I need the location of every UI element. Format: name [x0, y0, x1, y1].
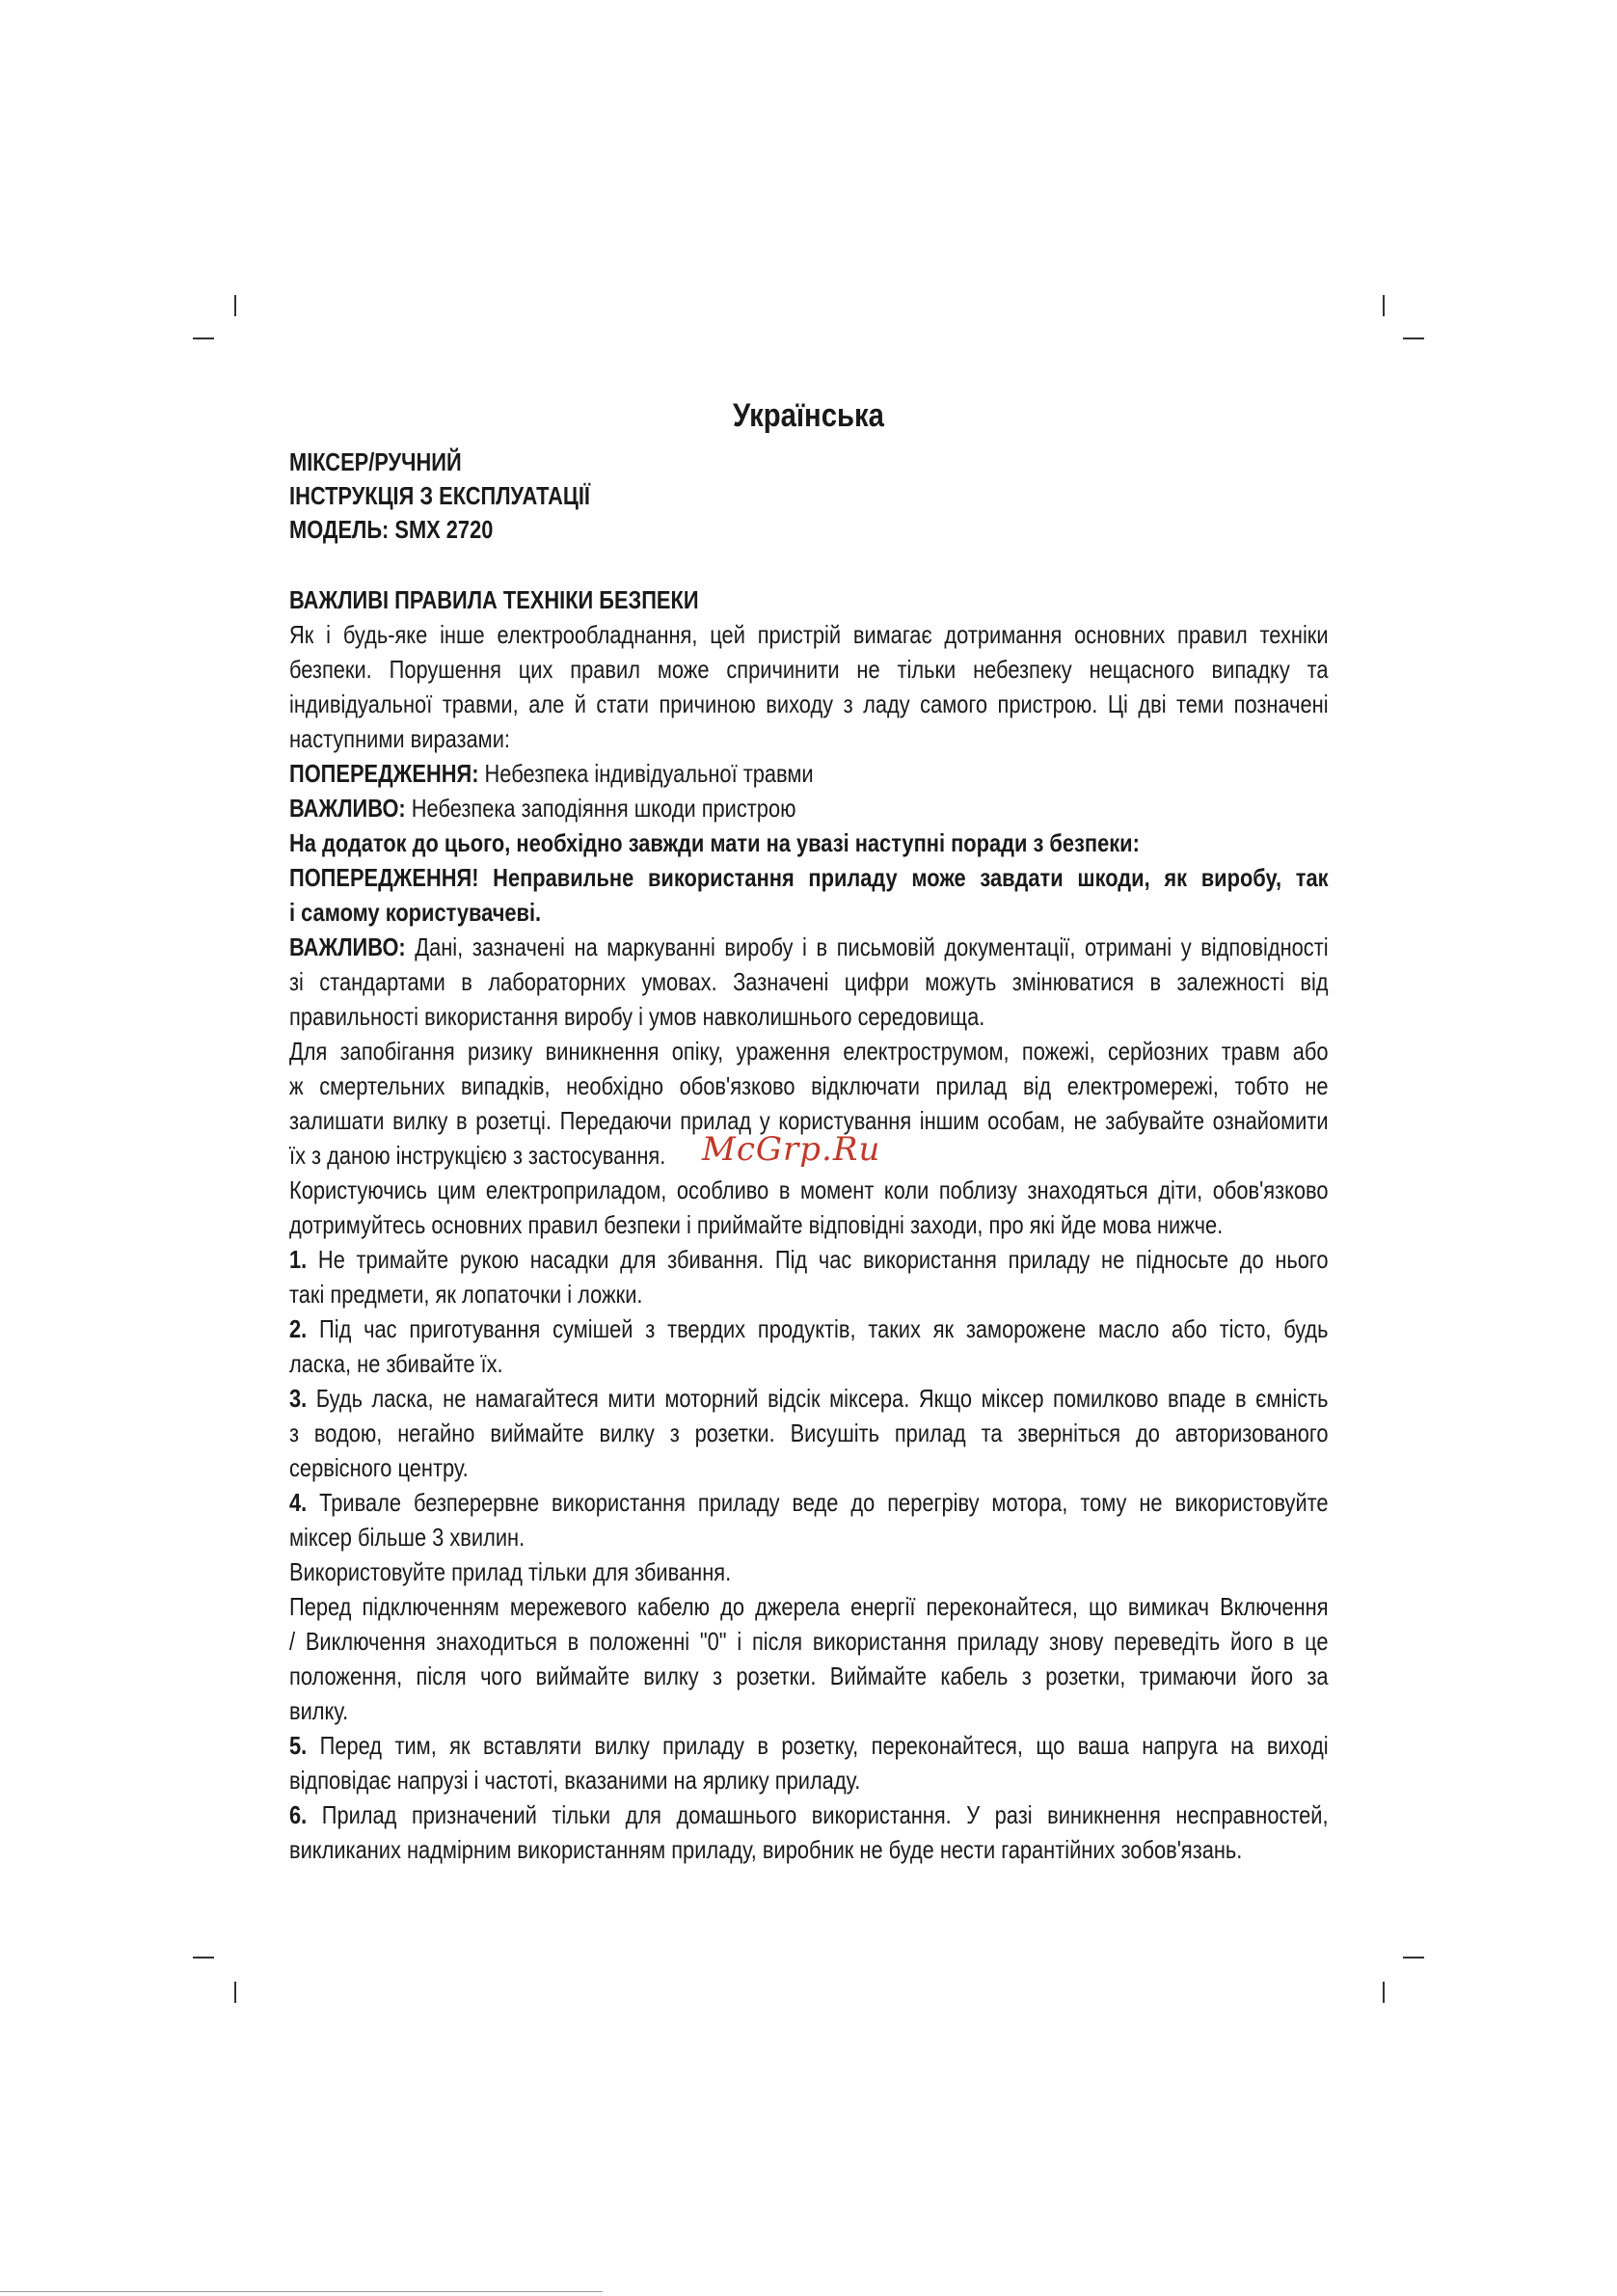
line-text: Перед тим, як вставляти вилку приладу в розетку, переконайтеся, що ваша напруга на виході	[307, 1731, 1329, 1760]
model-number: МОДЕЛЬ: SMX 2720	[289, 515, 494, 544]
text-line	[289, 895, 1329, 930]
line-text: зі стандартами в лабораторних умовах. Зазначені цифри можуть змінюватися в залежності від	[289, 967, 1329, 996]
section-title: ВАЖЛИВІ ПРАВИЛА ТЕХНІКИ БЕЗПЕКИ	[289, 585, 699, 614]
text-line	[289, 999, 1329, 1034]
line-text: Будь ласка, не намагайтеся мити моторний відсік міксера. Якщо міксер помилково впаде в ємність	[307, 1384, 1329, 1413]
text-line	[289, 1034, 1329, 1068]
line-text: дотримуйтесь основних правил безпеки і приймайте відповідні заходи, про які йде мова нижче.	[289, 1210, 1224, 1239]
text-line	[289, 1520, 1329, 1554]
manual-title: ІНСТРУКЦІЯ З ЕКСПЛУАТАЦІЇ	[289, 481, 590, 510]
line-text: / Виключення знаходиться в положенні "0" і після використання приладу знову переведіть його в це	[289, 1627, 1329, 1656]
bold-lead: 3.	[289, 1384, 308, 1413]
crop-mark	[1403, 1957, 1424, 1958]
line-text: Небезпека індивідуальної травми	[478, 759, 814, 788]
text-line	[289, 1728, 1329, 1763]
line-text: Під час приготування сумішей з твердих продуктів, таких як заморожене масло або тісто, будь	[307, 1314, 1329, 1343]
text-line	[289, 1242, 1329, 1277]
text-line	[289, 1554, 1329, 1589]
text-line	[289, 617, 1329, 652]
line-text: Тривале безперервне використання приладу веде до перегріву мотора, тому не використовуйте	[307, 1488, 1329, 1517]
text-line	[289, 860, 1329, 895]
crop-mark	[193, 1957, 214, 1958]
line-text: міксер більше 3 хвилин.	[289, 1523, 526, 1552]
line-text: індивідуальної травми, але й стати причиною виходу з ладу самого пристрою. Ці дві теми позначені	[289, 689, 1329, 718]
line-text: Як і будь-яке інше електрообладнання, цей пристрій вимагає дотримання основних правил техніки	[289, 620, 1329, 649]
text-line	[289, 1277, 1329, 1311]
text-line	[289, 1173, 1329, 1207]
text-line	[289, 930, 1329, 964]
text-line	[289, 1589, 1329, 1624]
text-line	[289, 721, 1329, 756]
text-line	[289, 1416, 1329, 1450]
bold-lead: ПОПЕРЕДЖЕННЯ:	[289, 759, 479, 788]
line-text: Користуючись цим електроприладом, особливо в момент коли поблизу знаходяться діти, обов'язково	[289, 1175, 1329, 1204]
line-text: Для запобігання ризику виникнення опіку, ураження електрострумом, пожежі, серйозних травм або	[289, 1037, 1329, 1066]
line-text: їх з даною інструкцією з застосування.	[289, 1141, 666, 1170]
product-name: МІКСЕР/РУЧНИЙ	[289, 447, 462, 476]
bold-lead: ПОПЕРЕДЖЕННЯ! Неправильне використання приладу може завдати шкоди, як виробу, так	[289, 863, 1329, 892]
text-line	[289, 1797, 1329, 1832]
text-line	[289, 1659, 1329, 1693]
bold-lead: ВАЖЛИВО:	[289, 932, 406, 961]
crop-mark	[193, 338, 214, 339]
crop-mark	[1403, 338, 1424, 339]
line-text: Перед підключенням мережевого кабелю до джерела енергії переконайтеся, що вимикач Включення	[289, 1592, 1329, 1621]
line-text: Прилад призначений тільки для домашнього використання. У разі виникнення несправностей,	[307, 1800, 1329, 1829]
bold-lead: 1.	[289, 1245, 308, 1274]
text-line	[289, 652, 1329, 687]
text-line	[289, 1832, 1329, 1867]
line-text: Не тримайте рукою насадки для збивання. Під час використання приладу не підносьте до нього	[307, 1245, 1329, 1274]
text-line	[289, 1485, 1329, 1520]
line-text: такі предмети, як лопаточки і ложки.	[289, 1280, 643, 1309]
line-text: безпеки. Порушення цих правил може спричинити не тільки небезпеку нещасного випадку та	[289, 655, 1329, 684]
watermark: McGrp.Ru	[702, 1130, 881, 1169]
text-line	[289, 1068, 1329, 1103]
bold-lead: ВАЖЛИВО:	[289, 794, 406, 823]
line-text: положення, після чого виймайте вилку з розетки. Виймайте кабель з розетки, тримаючи його за	[289, 1661, 1329, 1690]
bold-lead: 6.	[289, 1800, 308, 1829]
text-line	[289, 1346, 1329, 1381]
line-text: ж смертельних випадків, необхідно обов'язково відключати прилад від електромережі, тобто не	[289, 1071, 1329, 1100]
line-text: викликаних надмірним використанням приладу, виробник не буде нести гарантійних зобов'язань.	[289, 1835, 1243, 1864]
safety-text	[289, 617, 1329, 1867]
footer-rule	[0, 2291, 603, 2292]
text-line	[289, 1624, 1329, 1659]
text-line	[289, 1311, 1329, 1346]
bold-lead: 4.	[289, 1488, 308, 1517]
line-text: наступними виразами:	[289, 724, 510, 753]
crop-mark	[234, 295, 236, 316]
line-text: ласка, не збивайте їх.	[289, 1349, 503, 1378]
line-text: Використовуйте прилад тільки для збивання.	[289, 1557, 732, 1586]
line-text: вилку.	[289, 1696, 349, 1725]
line-text: правильності використання виробу і умов навколишнього середовища.	[289, 1002, 985, 1031]
text-line	[289, 1693, 1329, 1728]
bold-lead: 5.	[289, 1731, 308, 1760]
crop-mark	[234, 1982, 236, 2003]
line-text: Небезпека заподіяння шкоди пристрою	[405, 794, 796, 823]
bold-lead: На додаток до цього, необхідно завжди мати на увазі наступні поради з безпеки:	[289, 828, 1140, 857]
text-line	[289, 825, 1329, 860]
line-text: залишати вилку в розетці. Передаючи прилад у користування іншим особам, не забувайте ознайомити	[289, 1106, 1329, 1135]
text-line	[289, 756, 1329, 791]
text-line	[289, 791, 1329, 825]
crop-mark	[1383, 1982, 1385, 2003]
text-line	[289, 1763, 1329, 1797]
text-line	[289, 964, 1329, 999]
bold-lead: і самому користувачеві.	[289, 898, 542, 927]
line-text: Дані, зазначені на маркуванні виробу і в письмовій документації, отримані у відповідності	[405, 932, 1329, 961]
text-line	[289, 687, 1329, 721]
line-text: з водою, негайно виймайте вилку з розетки. Висушіть прилад та зверніться до авторизованого	[289, 1418, 1329, 1447]
page-title: Українська	[732, 397, 884, 434]
line-text: сервісного центру.	[289, 1453, 469, 1482]
crop-mark	[1383, 295, 1385, 316]
text-line	[289, 1381, 1329, 1416]
line-text: відповідає напрузі і частоті, вказаними на ярлику приладу.	[289, 1766, 861, 1795]
bold-lead: 2.	[289, 1314, 308, 1343]
text-line	[289, 1207, 1329, 1242]
text-line	[289, 1450, 1329, 1485]
